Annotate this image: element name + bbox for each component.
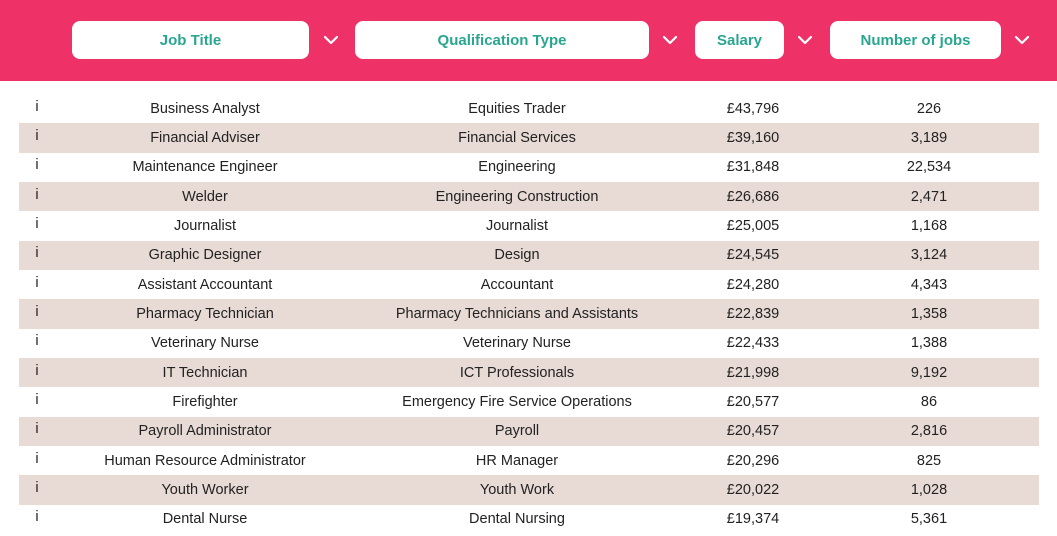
number-of-jobs-cell: 3,189 xyxy=(910,130,948,147)
table-row xyxy=(19,505,1039,534)
job-title-cell: Business Analyst xyxy=(150,100,260,117)
info-icon[interactable]: i xyxy=(35,245,39,262)
table-row xyxy=(19,94,1039,123)
number-of-jobs-cell: 825 xyxy=(916,452,942,469)
qualification-cell: Design xyxy=(494,247,540,264)
qualification-cell: Emergency Fire Service Operations xyxy=(402,394,632,411)
job-title-cell: Youth Worker xyxy=(161,482,249,499)
qualification-cell: Engineering xyxy=(478,159,556,176)
qualification-cell: Financial Services xyxy=(458,130,576,147)
qualification-cell: Pharmacy Technicians and Assistants xyxy=(395,306,639,323)
chevron-down-icon[interactable] xyxy=(660,30,680,50)
number-of-jobs-cell: 226 xyxy=(916,100,942,117)
job-title-cell: Pharmacy Technician xyxy=(136,306,274,323)
info-icon[interactable]: i xyxy=(35,274,39,291)
qualification-cell: Accountant xyxy=(480,276,554,293)
info-icon[interactable]: i xyxy=(35,509,39,526)
qualification-cell: Payroll xyxy=(494,423,540,440)
salary-cell: £39,160 xyxy=(726,130,780,147)
job-title-filter-button[interactable]: Job Title xyxy=(72,21,309,59)
job-title-cell: Financial Adviser xyxy=(150,130,260,147)
info-icon[interactable]: i xyxy=(35,362,39,379)
table-row xyxy=(19,387,1039,416)
chevron-down-icon[interactable] xyxy=(1012,30,1032,50)
salary-cell: £22,839 xyxy=(726,306,780,323)
number-of-jobs-cell: 2,471 xyxy=(910,188,948,205)
qualification-cell: Equities Trader xyxy=(468,100,566,117)
info-icon[interactable]: i xyxy=(35,392,39,409)
qualification-cell: HR Manager xyxy=(475,452,559,469)
number-of-jobs-cell: 4,343 xyxy=(910,276,948,293)
info-icon[interactable]: i xyxy=(35,450,39,467)
jobs-table xyxy=(19,94,1039,534)
salary-cell: £31,848 xyxy=(726,159,780,176)
info-icon[interactable]: i xyxy=(35,480,39,497)
salary-cell: £22,433 xyxy=(726,335,780,352)
number-of-jobs-cell: 22,534 xyxy=(906,159,952,176)
number-of-jobs-cell: 3,124 xyxy=(910,247,948,264)
table-row xyxy=(19,270,1039,299)
table-row xyxy=(19,358,1039,387)
job-title-cell: Human Resource Administrator xyxy=(104,452,306,469)
salary-cell: £20,457 xyxy=(726,423,780,440)
job-title-cell: Dental Nurse xyxy=(162,511,248,528)
qualification-cell: Youth Work xyxy=(479,482,555,499)
number-of-jobs-cell: 1,168 xyxy=(910,218,948,235)
table-row xyxy=(19,446,1039,475)
number-of-jobs-cell: 2,816 xyxy=(910,423,948,440)
salary-cell: £26,686 xyxy=(726,188,780,205)
number-of-jobs-filter-button[interactable]: Number of jobs xyxy=(830,21,1001,59)
number-of-jobs-cell: 5,361 xyxy=(910,511,948,528)
qualification-cell: ICT Professionals xyxy=(459,364,575,381)
salary-cell: £20,022 xyxy=(726,482,780,499)
info-icon[interactable]: i xyxy=(35,216,39,233)
info-icon[interactable]: i xyxy=(35,186,39,203)
salary-cell: £20,296 xyxy=(726,452,780,469)
salary-cell: £24,280 xyxy=(726,276,780,293)
number-of-jobs-cell: 1,388 xyxy=(910,335,948,352)
number-of-jobs-cell: 9,192 xyxy=(910,364,948,381)
qualification-cell: Engineering Construction xyxy=(435,188,599,205)
salary-cell: £19,374 xyxy=(726,511,780,528)
chevron-down-icon[interactable] xyxy=(795,30,815,50)
table-row xyxy=(19,123,1039,152)
info-icon[interactable]: i xyxy=(35,421,39,438)
table-row xyxy=(19,241,1039,270)
info-icon[interactable]: i xyxy=(35,98,39,115)
qualification-cell: Veterinary Nurse xyxy=(463,335,571,352)
table-row xyxy=(19,182,1039,211)
chevron-down-icon[interactable] xyxy=(321,30,341,50)
info-icon[interactable]: i xyxy=(35,128,39,145)
job-title-cell: Payroll Administrator xyxy=(138,423,272,440)
job-title-cell: Maintenance Engineer xyxy=(132,159,278,176)
table-row xyxy=(19,329,1039,358)
table-row xyxy=(19,417,1039,446)
job-title-cell: Journalist xyxy=(173,218,237,235)
job-title-cell: Assistant Accountant xyxy=(137,276,273,293)
table-row xyxy=(19,211,1039,240)
header-bar xyxy=(0,0,1057,81)
info-icon[interactable]: i xyxy=(35,157,39,174)
number-of-jobs-cell: 86 xyxy=(920,394,938,411)
salary-cell: £24,545 xyxy=(726,247,780,264)
table-row xyxy=(19,299,1039,328)
number-of-jobs-cell: 1,358 xyxy=(910,306,948,323)
job-title-cell: Veterinary Nurse xyxy=(151,335,259,352)
job-title-cell: Graphic Designer xyxy=(148,247,262,264)
salary-cell: £25,005 xyxy=(726,218,780,235)
table-row xyxy=(19,153,1039,182)
qualification-cell: Journalist xyxy=(485,218,549,235)
qualification-cell: Dental Nursing xyxy=(469,511,565,528)
info-icon[interactable]: i xyxy=(35,333,39,350)
job-title-cell: Welder xyxy=(182,188,228,205)
salary-cell: £43,796 xyxy=(726,100,780,117)
info-icon[interactable]: i xyxy=(35,304,39,321)
job-title-cell: Firefighter xyxy=(172,394,238,411)
job-title-cell: IT Technician xyxy=(162,364,248,381)
table-row xyxy=(19,475,1039,504)
salary-cell: £21,998 xyxy=(726,364,780,381)
salary-filter-button[interactable]: Salary xyxy=(695,21,784,59)
salary-cell: £20,577 xyxy=(726,394,780,411)
qualification-type-filter-button[interactable]: Qualification Type xyxy=(355,21,649,59)
number-of-jobs-cell: 1,028 xyxy=(910,482,948,499)
